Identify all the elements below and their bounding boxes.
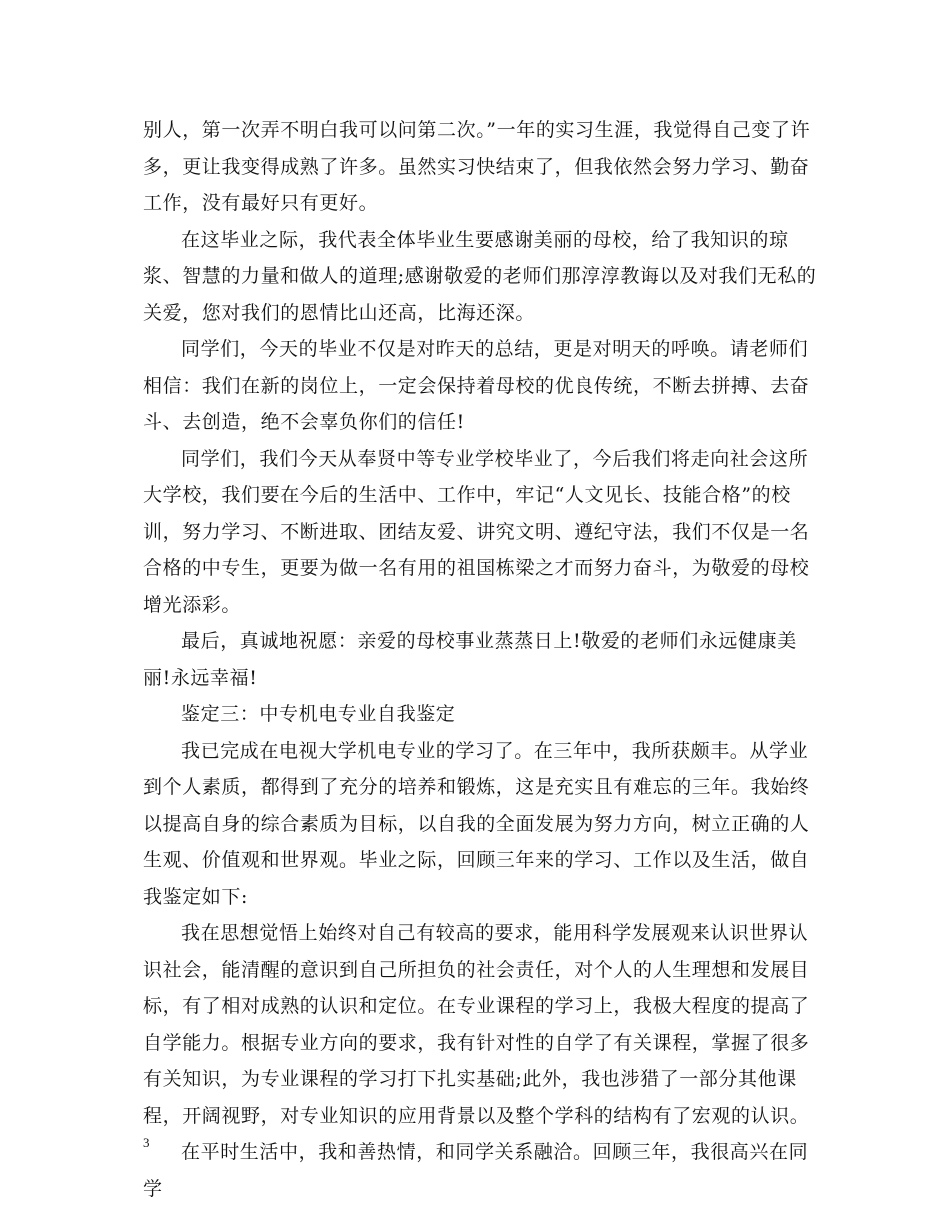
paragraph: 我已完成在电视大学机电专业的学习了。在三年中，我所获颇丰。从学业到个人素质，都得到了充分的培养和锻炼，这是充实且有难忘的三年。我始终以提高自身的综合素质为目标，以自我的全面发展为努力方向，树立正确的人生观、价值观和世界观。毕业之际，回顾三年来的学习、工作以及生活，做自我鉴定如下: xyxy=(143,739,810,908)
paragraph: 最后，真诚地祝愿：亲爱的母校事业蒸蒸日上!敬爱的老师们永远健康美丽!永远幸福! xyxy=(143,630,797,689)
paragraph: 在这毕业之际，我代表全体毕业生要感谢美丽的母校，给了我知识的琼浆、智慧的力量和做人的道理;感谢敬爱的老师们那淳淳教诲以及对我们无私的关爱，您对我们的恩情比山还高，比海还深。 xyxy=(143,228,817,324)
paragraph: 在平时生活中，我和善热情，和同学关系融洽。回顾三年，我很高兴在同学 xyxy=(143,1141,809,1200)
paragraph: 我在思想觉悟上始终对自己有较高的要求，能用科学发展观来认识世界认识社会，能清醒的意识到自己所担负的社会责任，对个人的人生理想和发展目标，有了相对成熟的认识和定位。在专业课程的学习上，我极大程度的提高了自学能力。根据专业方向的要求，我有针对性的自学了有关课程，掌握了很多有关知识，为专业课程的学习打下扎实基础;此外，我也涉猎了一部分其他课程，开阔视野，对专业知识的应用背景以及整个学科的结构有了宏观的认识。 xyxy=(143,922,810,1127)
paragraph: 别人，第一次弄不明白我可以问第二次。”一年的实习生涯，我觉得自己变了许多，更让我变得成熟了许多。虽然实习快结束了，但我依然会努力学习、勤奋工作，没有最好只有更好。 xyxy=(143,119,811,214)
section-heading: 鉴定三：中专机电专业自我鉴定 xyxy=(181,703,456,725)
paragraph: 同学们，今天的毕业不仅是对昨天的总结，更是对明天的呼唤。请老师们相信：我们在新的岗位上，一定会保持着母校的优良传统，不断去拼搏、去奋斗、去创造，绝不会辜负你们的信任! xyxy=(143,338,810,433)
page-number: 3 xyxy=(143,1135,150,1150)
paragraph: 同学们，我们今天从奉贤中等专业学校毕业了，今后我们将走向社会这所大学校，我们要在今后的生活中、工作中，牢记“人文见长、技能合格”的校训，努力学习、不断进取、团结友爱、讲究文明、遵纪守法，我们不仅是一名合格的中专生，更要为做一名有用的祖国栋梁之才而努力奋斗，为敬爱的母校增光添彩。 xyxy=(143,447,810,616)
body-text xyxy=(143,112,823,1207)
